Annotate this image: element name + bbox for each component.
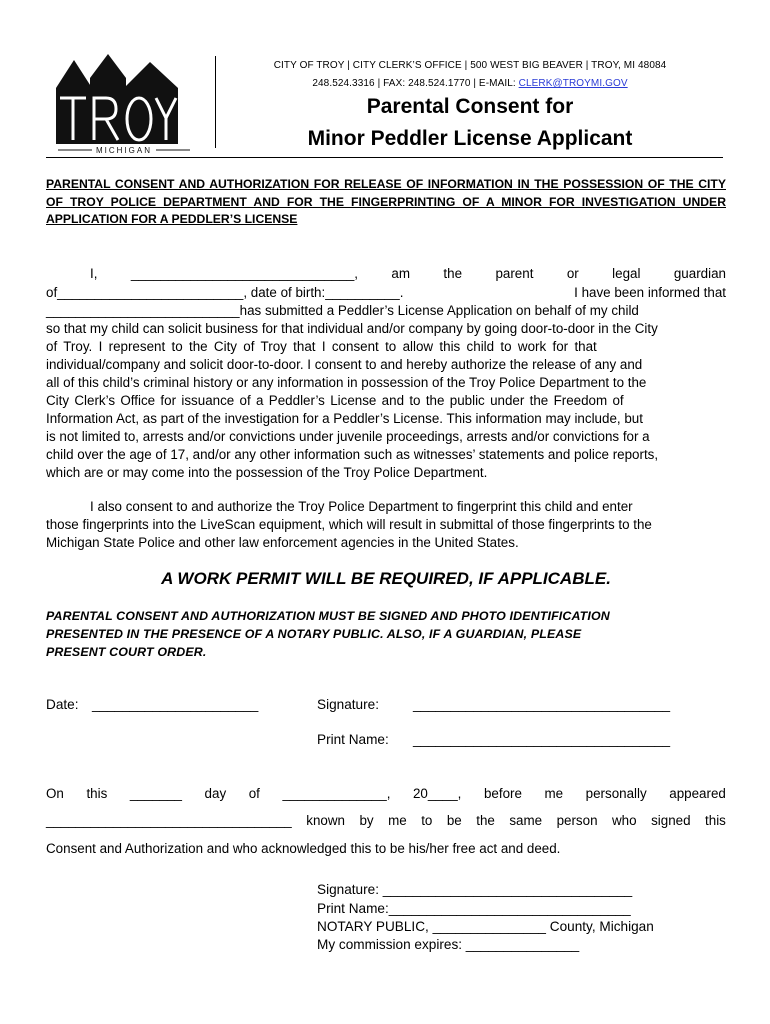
paragraph1-line2: [46, 284, 726, 302]
acknowledgment-line1-word: of: [248, 786, 260, 801]
date-label: Date:: [46, 697, 79, 712]
contact-line-2: [230, 78, 710, 89]
signature-field[interactable]: __________________________________: [413, 697, 671, 712]
contact-email-link[interactable]: CLERK@TROYMI.GOV: [518, 78, 628, 89]
contact-phone-fax: 248.524.3316 | FAX: 248.524.1770 | E-MAIL:: [312, 78, 516, 89]
notary-notice-line2: PRESENTED IN THE PRESENCE OF A NOTARY PUBLIC. ALSO, IF A GUARDIAN, PLEASE: [46, 627, 582, 641]
paragraph1-line2-left: of_________________________, date of birth:__________.: [46, 285, 404, 300]
page-title-line-2: Minor Peddler License Applicant: [307, 127, 633, 150]
acknowledgment-line1: [46, 785, 726, 803]
acknowledgment-line2-word: same: [509, 813, 543, 828]
notary-notice-line1: PARENTAL CONSENT AND AUTHORIZATION MUST BE SIGNED AND PHOTO IDENTIFICATION: [46, 609, 610, 623]
notary-commission-field[interactable]: My commission expires: _______________: [317, 937, 580, 952]
acknowledgment-line1-word: personally: [585, 786, 647, 801]
notary-notice-line3: PRESENT COURT ORDER.: [46, 645, 207, 659]
paragraph1-line1-word: guardian: [673, 266, 726, 281]
paragraph2-line3: Michigan State Police and other law enforcement agencies in the United States.: [46, 535, 519, 550]
print-name-label: Print Name:: [317, 732, 389, 747]
paragraph1-line3: __________________________has submitted a Peddler’s License Application on behalf of my child: [46, 303, 639, 318]
acknowledgment-line1-word: day: [204, 786, 227, 801]
acknowledgment-line1-word: before: [483, 786, 522, 801]
paragraph1-line11: child over the age of 17, and/or any other information such as witnesses’ statements and police reports,: [46, 447, 659, 462]
acknowledgment-line1-word: appeared: [669, 786, 726, 801]
acknowledgment-line2-word: who: [612, 813, 637, 828]
paragraph2-line1: I also consent to and authorize the Troy Police Department to fingerprint this child and enter: [90, 499, 633, 514]
logo-state-text: MICHIGAN: [96, 146, 152, 154]
acknowledgment-line1-word[interactable]: _______: [129, 786, 182, 801]
acknowledgment-line2-word: by: [359, 813, 374, 828]
paragraph1-line6: individual/company and solicit door-to-door. I consent to and hereby authorize the release of any and: [46, 357, 643, 372]
notary-signature-field[interactable]: Signature: _________________________________: [317, 882, 633, 897]
acknowledgment-line1-word[interactable]: ______________,: [282, 786, 391, 801]
acknowledgment-line2: [46, 812, 726, 830]
paragraph1-line1-word[interactable]: ______________________________,: [130, 266, 358, 281]
paragraph1-line5: of Troy. I represent to the City of Troy that I consent to allow this child to work for that: [46, 339, 597, 354]
paragraph1-line2-right: I have been informed that: [574, 285, 726, 300]
paragraph1-line1-word: am: [391, 266, 411, 281]
paragraph1-line1-word: or: [566, 266, 579, 281]
page-title-line-1: Parental Consent for: [366, 95, 574, 118]
acknowledgment-line2-word[interactable]: _________________________________: [46, 813, 292, 828]
date-field[interactable]: ______________________: [92, 697, 259, 712]
acknowledgment-line1-word: this: [86, 786, 108, 801]
acknowledgment-line1-word: me: [544, 786, 564, 801]
acknowledgment-line2-word: person: [556, 813, 598, 828]
section-heading: PARENTAL CONSENT AND AUTHORIZATION FOR RELEASE OF INFORMATION IN THE POSSESSION OF THE CITY OF TROY POLICE DEPARTMENT AND FOR THE FINGERPRINTING OF A MINOR FOR INVESTIGATION UNDER APPLICATION FOR A PEDDLER’S LICENSE: [46, 177, 726, 226]
paragraph1-line9: Information Act, as part of the investigation for a Peddler’s License. This information may include, but: [46, 411, 643, 426]
print-name-field[interactable]: __________________________________: [413, 732, 671, 747]
signature-label: Signature:: [317, 697, 379, 712]
acknowledgment-line3: Consent and Authorization and who acknowledged this to be his/her free act and deed.: [46, 841, 561, 856]
acknowledgment-line1-word[interactable]: 20____,: [412, 786, 462, 801]
paragraph1-line4: so that my child can solicit business for that individual and/or company by going door-to-door in the City: [46, 321, 658, 336]
paragraph1-line10: is not limited to, arrests and/or convictions under juvenile proceedings, arrests and/or convictions for a: [46, 429, 650, 444]
acknowledgment-line2-word: be: [446, 813, 462, 828]
notary-county-field[interactable]: NOTARY PUBLIC, _______________ County, Michigan: [317, 919, 654, 934]
paragraph1-line1-word: parent: [495, 266, 534, 281]
acknowledgment-line1-word: On: [46, 786, 64, 801]
work-permit-notice: A WORK PERMIT WILL BE REQUIRED, IF APPLICABLE.: [161, 569, 611, 588]
troy-logo-graphic: [54, 52, 194, 154]
paragraph1-line12: which are or may come into the possession of the Troy Police Department.: [46, 465, 488, 480]
paragraph1-line1-word: the: [443, 266, 463, 281]
header-divider-vertical: [215, 56, 216, 148]
acknowledgment-line2-word: the: [476, 813, 495, 828]
paragraph1-line1-word: I,: [90, 266, 98, 281]
acknowledgment-line2-word: this: [705, 813, 726, 828]
paragraph1-line1: [90, 265, 726, 283]
troy-logo: [54, 52, 194, 154]
paragraph1-line7: all of this child’s criminal history or any information in possession of the Troy Police Department to the: [46, 375, 647, 390]
contact-line-1: CITY OF TROY | CITY CLERK’S OFFICE | 500 WEST BIG BEAVER | TROY, MI 48084: [273, 60, 667, 71]
notary-print-name-field[interactable]: Print Name:________________________________: [317, 901, 631, 916]
acknowledgment-line2-word: me: [388, 813, 407, 828]
acknowledgment-line2-word: to: [421, 813, 433, 828]
paragraph2-line2: those fingerprints into the LiveScan equipment, which will result in submittal of those fingerprints to the: [46, 517, 652, 532]
paragraph1-line1-word: legal: [612, 266, 641, 281]
paragraph1-line8: City Clerk’s Office for issuance of a Peddler’s License and to the public under the Freedom of: [46, 393, 624, 408]
header-divider-horizontal: [46, 157, 723, 158]
acknowledgment-line2-word: known: [306, 813, 345, 828]
acknowledgment-line2-word: signed: [651, 813, 691, 828]
